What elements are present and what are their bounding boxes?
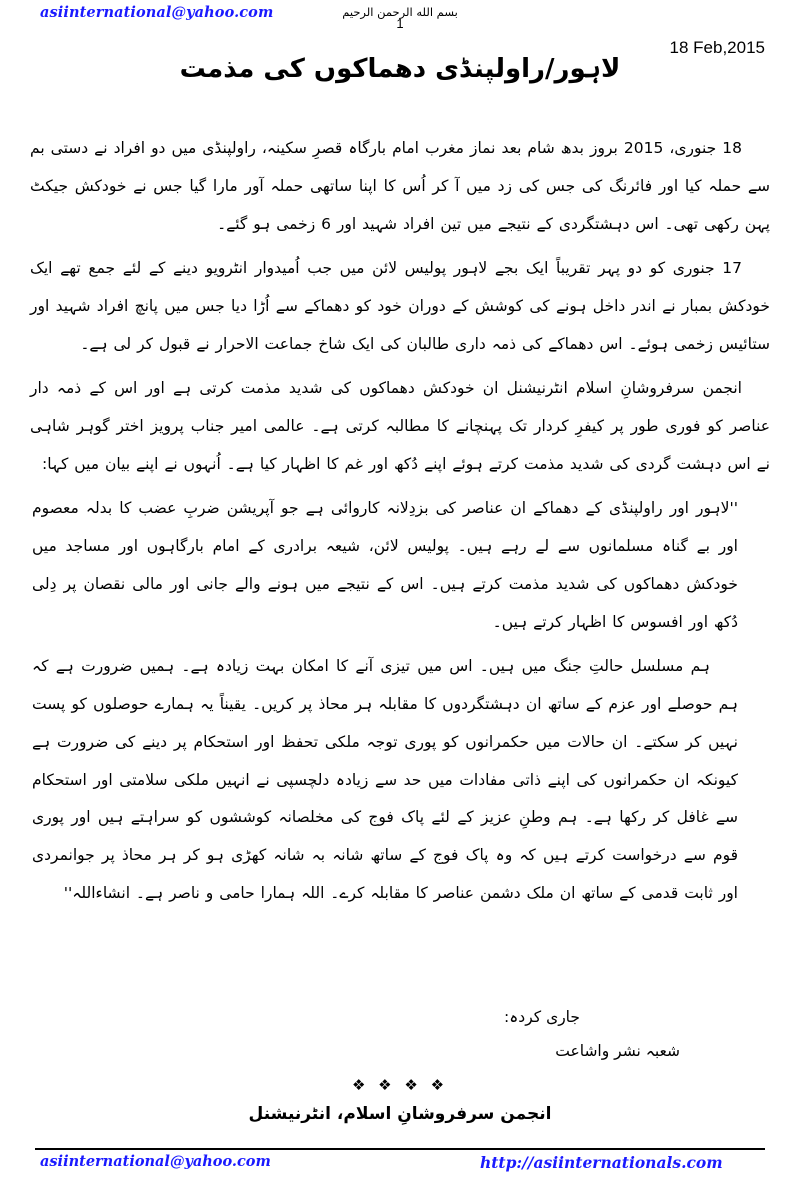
document-date: 18 Feb,2015	[669, 38, 765, 57]
issued-by-label: جاری کردہ:	[504, 1008, 580, 1026]
issuing-department: شعبہ نشر واشاعت	[555, 1042, 680, 1061]
footer-organization-name: انجمن سرفروشانِ اسلام، انٹرنیشنل	[248, 1104, 552, 1124]
header-email-address[interactable]: asiinternational@yahoo.com	[40, 4, 274, 21]
bismillah-block	[0, 6, 800, 31]
quote-paragraph-continued: ہم مسلسل حالتِ جنگ میں ہیں۔ اس میں تیزی آنے کا امکان بہت زیادہ ہے۔ ہمیں ضرورت ہے کہ ہم حوصلے اور عزم کے ساتھ ان دہشتگردوں کا مقابلہ ہر محاذ پر کریں۔ یقیناً یہ ہمارے حوصلوں کو پست نہیں کر سکتے۔ ان حالات میں حکمرانوں کو پوری توجہ ملکی تحفظ اور استحکام پر دینے کی ضرورت ہے کیونکہ ان حکمرانوں کی اپنے ذاتی مفادات میں حد سے زیادہ دلچسپی نے انہیں ملکی سلامتی اور استحکام سے غافل کر رکھا ہے۔ ہم وطنِ عزیز کے لئے پاک فوج کی مخلصانہ کوششوں کو سراہتے ہیں اور پوری قوم سے درخواست کرتے ہیں کہ وہ پاک فوج کے ساتھ شانہ بہ شانہ کھڑی ہو کر ہر محاذ پر جوانمردی اور ثابت قدمی کے ساتھ ان ملک دشمن عناصر کا مقابلہ کرے۔ اللہ ہمارا حامی و ناصر ہے۔ انشاءاللہ''	[32, 656, 738, 903]
bismillah-text: بسم الله الرحمن الرحيم	[342, 5, 458, 19]
page-title: لاہور/راولپنڈی دھماکوں کی مذمت	[179, 54, 621, 84]
quote-paragraph: ''لاہور اور راولپنڈی کے دھماکے ان عناصر کی بزدِلانہ کاروائی ہے جو آپریشن ضربِ عضب کا بدلہ معصوم اور بے گناہ مسلمانوں سے لے رہے ہیں۔ پولیس لائن، شیعہ برادری کے امام بارگاہوں اور مساجد میں خودکش دھماکوں کی شدید مذمت کرتے ہیں۔ اس کے نتیجے میں ہونے والے جانی اور مالی نقصان پر دِلی دُکھ اور افسوس کا اظہار کرتے ہیں۔	[32, 498, 738, 631]
footer-website-url[interactable]: http://asiinternationals.com	[480, 1153, 723, 1172]
document-body	[30, 130, 770, 919]
diamond-ornament-divider: ❖ ❖ ❖ ❖	[351, 1076, 449, 1094]
paragraph-3: انجمن سرفروشانِ اسلام انٹرنیشنل ان خودکش دھماکوں کی شدید مذمت کرتی ہے اور اس کے ذمہ دار عناصر کو فوری طور پر کیفرِ کردار تک پہنچانے کا مطالبہ کرتی ہے۔ عالمی امیر جناب پرویز اختر گوہر شاہی نے اس دہشت گردی کی شدید مذمت کرتے ہوئے اپنے دُکھ اور غم کا اظہار کیا ہے۔ اُنہوں نے اپنے بیان میں کہا:	[30, 378, 770, 473]
page-number: 1	[396, 15, 404, 31]
footer-divider-rule	[35, 1148, 765, 1150]
paragraph-1: 18 جنوری، 2015 بروز بدھ شام بعد نماز مغرب امام بارگاہ قصرِ سکینہ، راولپنڈی میں دو افراد نے دستی بم سے حملہ کیا اور فائرنگ کی جس کی زد میں آ کر اُس کا اپنا ساتھی حملہ آور مارا گیا جس نے خودکش جیکٹ پہن رکھی تھی۔ اس دہشتگردی کے نتیجے میں تین افراد شہید اور 6 زخمی ہو گئے۔	[30, 139, 770, 233]
footer-email-address[interactable]: asiinternational@yahoo.com	[40, 1153, 271, 1170]
paragraph-2: 17 جنوری کو دو پہر تقریباً ایک بجے لاہور پولیس لائن میں جب اُمیدوار انٹرویو دینے کے لئے جمع تھے ایک خودکش بمبار نے اندر داخل ہونے کی کوشش کے دوران خود کو دھماکے سے اُڑا دیا جس میں پانچ افراد شہید اور ستائیس زخمی ہوئے۔ اس دھماکے کی ذمہ داری طالبان کی ایک شاخ جماعت الاحرار نے قبول کر لی ہے۔	[30, 258, 770, 353]
document-header	[0, 0, 800, 112]
signature-block	[30, 1000, 770, 1068]
footer-links	[35, 1153, 765, 1183]
